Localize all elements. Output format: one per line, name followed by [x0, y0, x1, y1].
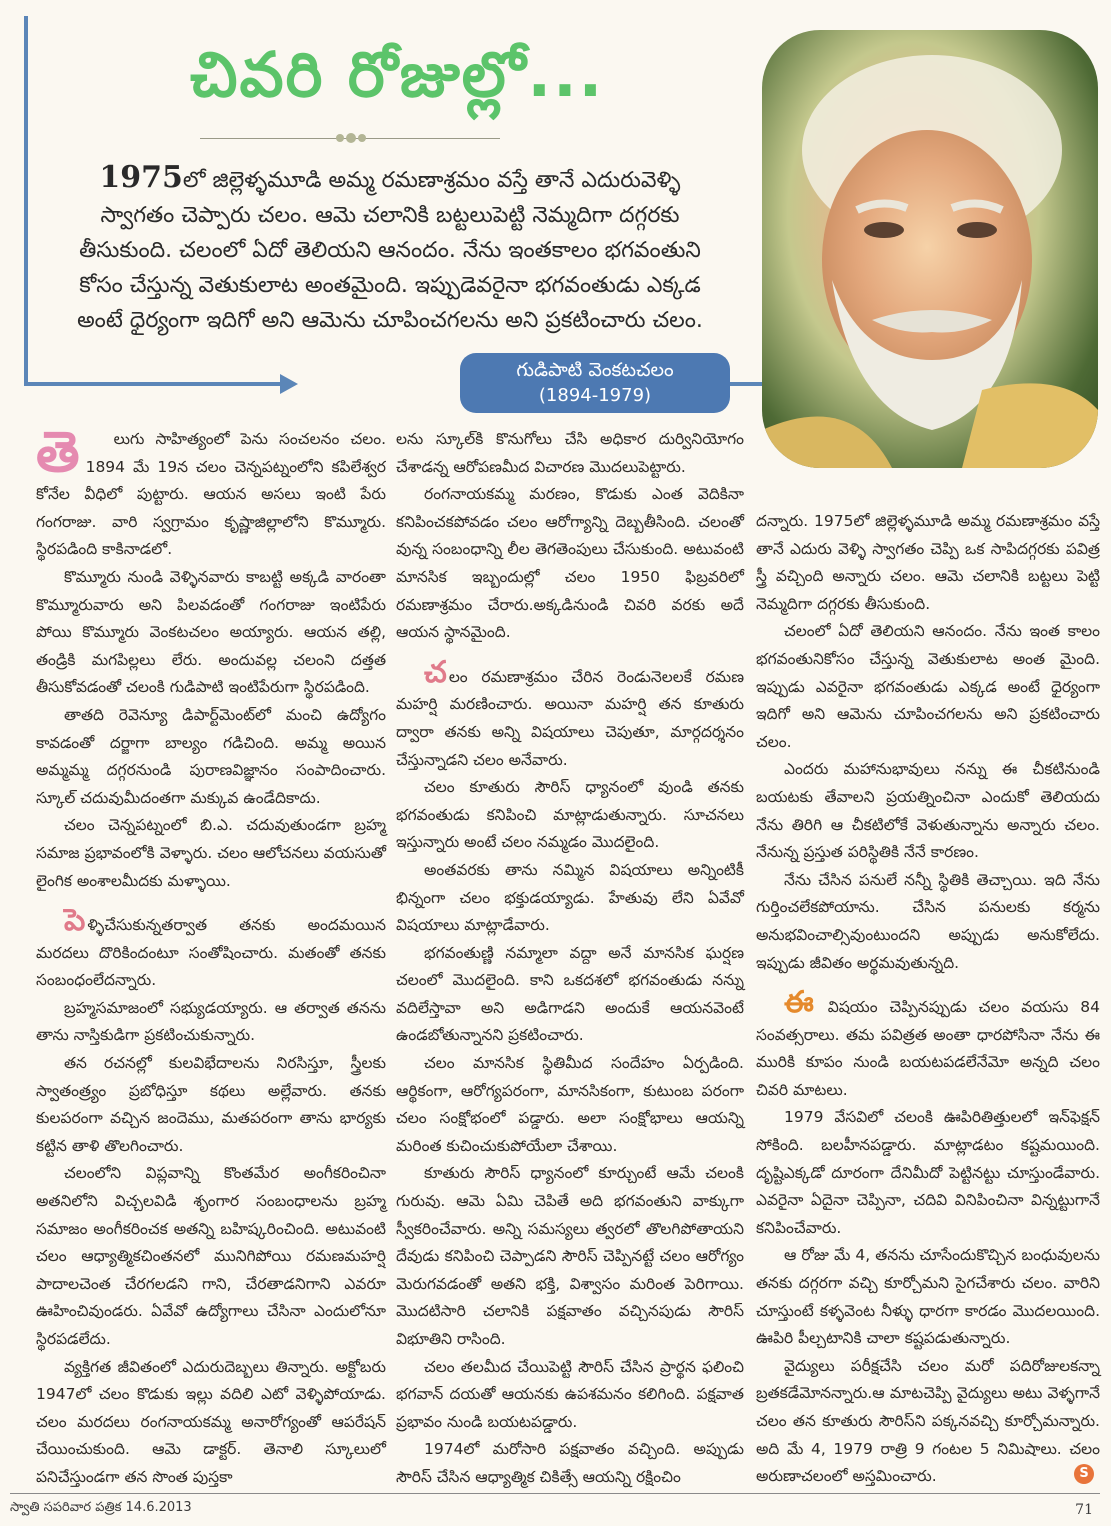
paragraph: లుగు సాహిత్యంలో పెను సంచలనం చలం. 1894 మే 19న చలం చెన్నపట్నంలోని కపిలేశ్వర కోనేల వీధిలో పుట్టారు. ఆయన అసలు ఇంటి పేరు గంగరాజు. వారి స్వగ్రామం కృష్ణాజిల్లాలోని కొమ్మూరు. స్థిరపడింది కాకినాడలో.	[36, 430, 386, 559]
subject-name: గుడిపాటి వెంకటచలం	[516, 359, 674, 381]
article-column-1	[36, 420, 386, 1492]
article-column-2	[396, 426, 744, 1492]
paragraph: లను స్కూల్‌కి కొనుగోలు చేసి అధికార దుర్వినియోగం చేశాడన్న ఆరోపణమీద విచారణ మొదలుపెట్టారు.	[396, 430, 744, 476]
paragraph: దన్నారు. 1975లో జిల్లెళ్ళమూడి అమ్మ రమణాశ్రమం వస్తే తానే ఎదురు వెళ్ళి స్వాగతం చెప్పి ఒక సాపిదగ్గరకు పవిత్ర స్త్రీ వచ్చింది అన్నారు చలం. ఆమె చలానికి బట్టలు పెట్టి నెమ్మదిగా దగ్గరకు తీసుకుంది.	[756, 512, 1100, 613]
dropcap-letter: చ	[424, 654, 447, 690]
paragraph: తన రచనల్లో కులవిభేదాలను నిరసిస్తూ, స్త్రీలకు స్వాతంత్ర్యం ప్రబోధిస్తూ కథలు అల్లేవారు. తనకు కులపరంగా వచ్చిన జందెము, మతపరంగా తాను భార్యకు కట్టిన తాళి తొలగించారు.	[36, 1054, 386, 1155]
subject-years: (1894-1979)	[538, 385, 652, 406]
publication-credit: స్వాతి సపరివార పత్రిక 14.6.2013	[10, 1500, 192, 1515]
paragraph: చలంలోని విప్లవాన్ని కొంతమేర అంగీకరించినా అతనిలోని విచ్చలవిడి శృంగార సంబంధాలను బ్రహ్మ సమాజం అంగీకరించక అతన్ని బహిష్కరించింది. అటువంటి చలం ఆధ్యాత్మికచింతనలో మునిగిపోయి రమణమహర్షి పాదాలచెంత చేరగలడని గాని, చేరతాడనిగాని ఎవరూ ఊహించివుండరు. ఏవేవో ఉద్యోగాలు చేసినా ఎందులోనూ స్థిరపడలేదు.	[36, 1164, 386, 1348]
paragraph: చలం కూతురు సౌరిస్ ధ్యానంలో వుండి తనకు భగవంతుడు కనిపించి మాట్లాడుతున్నారు. సూచనలు ఇస్తున్నారు అంటే చలం నమ్మడం మొదలైంది.	[396, 778, 744, 852]
portrait-illustration-icon	[762, 30, 1098, 468]
frame-vertical-rule	[24, 16, 28, 386]
paragraph: కొమ్మూరు నుండి వెళ్ళినవారు కాబట్టి అక్కడి వారంతా కొమ్మూరువారు అని పిలవడంతో గంగరాజు ఇంటిపేరు పోయి కొమ్మూరు వెంకటచలం అయ్యారు. ఆయన తల్లి, తండ్రికి మగపిల్లలు లేరు. అందువల్ల చలంని దత్తత తీసుకోవడంతో చలంకి గుడిపాటి ఇంటిపేరుగా స్థిరపడింది.	[36, 567, 386, 697]
subject-name-label	[460, 353, 730, 413]
paragraph: విషయం చెప్పినప్పుడు చలం వయసు 84 సంవత్సరాలు. తమ పవిత్రత అంతా ధారపోసినా నేను ఈ మురికి కూపం నుండి బయటపడలేనేమో అన్నది చలం చివరి మాటలు.	[756, 998, 1100, 1099]
paragraph: నేను చేసిన పనులే నన్నీ స్థితికి తెచ్చాయి. ఇది నేను గుర్తించలేకపోయాను. చేసిన పనులకు కర్మను అనుభవించాల్సివుంటుందని అప్పుడు అనుకోలేదు. ఇప్పుడు జీవితం అర్థమవుతున్నది.	[756, 870, 1100, 972]
lead-text: లో జిల్లెళ్ళమూడి అమ్మ రమణాశ్రమం వస్తే తానే ఎదురువెళ్ళి స్వాగతం చెప్పారు చలం. ఆమె చలానికి బట్టలుపెట్టి నెమ్మదిగా దగ్గరకు తీసుకుంది. చలంలో ఏదో తెలియని ఆనందం. నేను ఇంతకాలం భగవంతుని కోసం చేస్తున్న వెతుకులాట అంతమైంది. ఇప్పుడెవరైనా భగవంతుడు ఎక్కడ అంటే ధైర్యంగా ఇదిగో అని ఆమెను చూపించగలను అని ప్రకటించారు చలం.	[77, 168, 703, 333]
paragraph: ళ్ళిచేసుకున్నతర్వాత తనకు అందమయిన మరదలు దొరికిందంటూ సంతోషించారు. మతంతో తనకు సంబంధంలేదన్నారు.	[36, 916, 386, 990]
lead-quote	[60, 160, 720, 338]
paragraph: రంగనాయకమ్మ మరణం, కొడుకు ఎంత వెదికినా కనిపించకపోవడం చలం ఆరోగ్యాన్ని దెబ్బతీసింది. చలంతో వున్న సంబంధాన్ని లీల తెగతెంపులు చేసుకుంది. అటువంటి మానసిక ఇబ్బందుల్లో చలం 1950 ఫిబ్రవరిలో రమణాశ్రమం చేరారు.అక్కడినుండి చివరి వరకు అదే ఆయన స్థానమైంది.	[396, 485, 744, 642]
paragraph: బ్రహ్మసమాజంలో సభ్యుడయ్యారు. ఆ తర్వాత తనను తాను నాస్తికుడిగా ప్రకటించుకున్నారు.	[36, 998, 386, 1045]
paragraph: చలం తలమీద చేయిపెట్టి సౌరిస్ చేసిన ప్రార్థన ఫలించి భగవాన్ దయతో ఆయనకు ఉపశమనం కలిగింది. పక్షవాత ప్రభావం నుండి బయటపడ్డారు.	[396, 1357, 744, 1431]
ornament-dot-icon	[358, 134, 366, 142]
paragraph: ఎందరు మహానుభావులు నన్ను ఈ చీకటినుండి బయటకు తేవాలని ప్రయత్నించినా ఎందుకో తెలియదు నేను తిరిగి ఆ చీకటిలోకే వెళుతున్నాను అన్నారు చలం. నేనున్న ప్రస్తుత పరిస్థితికి నేనే కారణం.	[756, 760, 1100, 862]
paragraph: 1974లో మరోసారి పక్షవాతం వచ్చింది. అప్పుడు సౌరిస్ చేసిన ఆధ్యాత్మిక చికిత్సే ఆయన్ని రక్షించిం	[396, 1440, 744, 1486]
dropcap-letter: పె	[64, 903, 86, 939]
frame-horizontal-rule	[24, 382, 284, 386]
paragraph: లం రమణాశ్రమం చేరిన రెండునెలలకే రమణ మహర్షి మరణించారు. అయినా మహర్షి తన కూతురు ద్వారా తనకు అన్ని విషయాలు చెపుతూ, మార్గదర్శనం చేస్తున్నాడని చలం అనేవారు.	[396, 667, 744, 769]
article-column-3	[756, 508, 1100, 1491]
page-number: 71	[1075, 1502, 1093, 1518]
ornament-dot-icon	[346, 133, 356, 143]
article-title: చివరి రోజుల్లో...	[190, 38, 605, 111]
paragraph: 1979 వేసవిలో చలంకి ఊపిరితిత్తులలో ఇన్‌ఫెక్షన్ సోకింది. బలహీనపడ్డారు. మాట్లాడటం కష్టమయింది. దృష్టిఎక్కడో దూరంగా దేనిమీదో పెట్టినట్టు చూస్తుండేవారు. ఎవరైనా ఏదైనా చెప్పినా, చదివి వినిపించినా విన్నట్టుగానే కనిపించేవారు.	[756, 1108, 1100, 1237]
paragraph: చలం మానసిక స్థితిమీద సందేహం ఏర్పడింది. ఆర్థికంగా, ఆరోగ్యపరంగా, మానసికంగా, కుటుంబ పరంగా చలం సంక్షోభంలో పడ్డారు. అలా సంక్షోభాలు ఆయన్ని మరింత కుచించుకుపోయేలా చేశాయి.	[396, 1054, 744, 1155]
ornament-dot-icon	[336, 134, 344, 142]
lead-year: 1975	[99, 160, 183, 195]
footer-divider	[10, 1493, 1100, 1494]
end-of-article-logo-icon: S	[1074, 1464, 1094, 1484]
paragraph: చలం చెన్నపట్నంలో బి.ఎ. చదువుతుండగా బ్రహ్మ సమాజ ప్రభావంలోకి వెళ్ళారు. చలం ఆలోచనలు వయసుతో లైంగిక అంశాలమీదకు మళ్ళాయి.	[36, 816, 386, 890]
dropcap-letter: ఈ	[784, 985, 814, 1021]
paragraph: అంతవరకు తాను నమ్మిన విషయాలు అన్నింటికీ భిన్నంగా చలం భక్తుడయ్యాడు. హేతువు లేని ఏవేవో విషయాలు మాట్లాడేవారు.	[396, 860, 744, 935]
paragraph: చలంలో ఏదో తెలియని ఆనందం. నేను ఇంత కాలం భగవంతునికోసం చేస్తున్న వెతుకులాట అంత మైంది. ఇప్పుడు ఎవరైనా భగవంతుడు ఎక్కడ అంటే ధైర్యంగా ఇదిగో అని ఆమెను చూపించగలను అని ప్రకటించారు చలం.	[756, 622, 1100, 751]
portrait-image	[762, 30, 1098, 468]
paragraph: తాతది రెవెన్యూ డిపార్ట్‌మెంట్‌లో మంచి ఉద్యోగం కావడంతో దర్జాగా బాల్యం గడిచింది. అమ్మ అయిన అమ్మమ్మ దగ్గరనుండి పురాణవిజ్ఞానం సంపాదించారు. స్కూల్ చదువుమీదంతగా మక్కువ ఉండేదికాదు.	[36, 705, 386, 807]
dropcap-letter: తె	[36, 420, 80, 485]
paragraph: వైద్యులు పరీక్షచేసి చలం మరో పదిరోజులకన్నా బ్రతకడేమోనన్నారు.ఆ మాటచెప్పి వైద్యులు అటు వెళ్ళగానే చలం తన కూతురు సౌరిస్‌ని పక్కనవచ్చి కూర్చోమన్నారు. అది మే 4, 1979 రాత్రి 9 గంటల 5 నిమిషాలు. చలం అరుణాచలంలో అస్తమించారు.	[756, 1356, 1100, 1486]
paragraph: వ్యక్తిగత జీవితంలో ఎదురుదెబ్బలు తిన్నారు. అక్టోబరు 1947లో చలం కొడుకు ఇల్లు వదిలి ఎటో వెళ్ళిపోయాడు. చలం మరదలు రంగనాయకమ్మ అనారోగ్యంతో ఆపరేషన్ చేయించుకుంది. ఆమె డాక్టర్. తెనాలి స్కూలులో పనిచేస్తుండగా తన సొంత పుస్తకా	[36, 1357, 386, 1486]
arrow-icon	[280, 374, 298, 394]
paragraph: భగవంతుణ్ణి నమ్మాలా వద్దా అనే మానసిక ఘర్షణ చలంలో మొదలైంది. కాని ఒకదశలో భగవంతుడు నన్ను వదిలేస్తావా అని అడిగాడని అందుకే ఆయనవెంటే ఉండబోతున్నానని ప్రకటించారు.	[396, 943, 744, 1045]
paragraph: కూతురు సౌరిస్ ధ్యానంలో కూర్చుంటే ఆమే చలంకి గురువు. ఆమె ఏమి చెపితే అది భగవంతుని వాక్కుగా స్వీకరించేవారు. అన్ని సమస్యలు త్వరలో తొలగిపోతాయని దేవుడు కనిపించి చెప్పాడని సౌరిస్ చెప్పినట్టే చలం ఆరోగ్యం మెరుగవడంతో అతని భక్తి, విశ్వాసం మరింత పెరిగాయి. మొదటిసారి చలానికి పక్షవాతం వచ్చినపుడు సౌరిస్ విభూతిని రాసింది.	[396, 1164, 744, 1348]
paragraph: ఆ రోజు మే 4, తనను చూసేందుకొచ్చిన బంధువులను తనకు దగ్గరగా వచ్చి కూర్చోమని సైగచేశారు చలం. వారిని చూస్తుంటే కళ్ళవెంట నీళ్ళు ధారగా కారడం మొదలయింది. ఊపిరి పీల్చటానికి చాలా కష్టపడుతున్నారు.	[756, 1246, 1100, 1348]
title-ornament-divider	[200, 134, 500, 144]
